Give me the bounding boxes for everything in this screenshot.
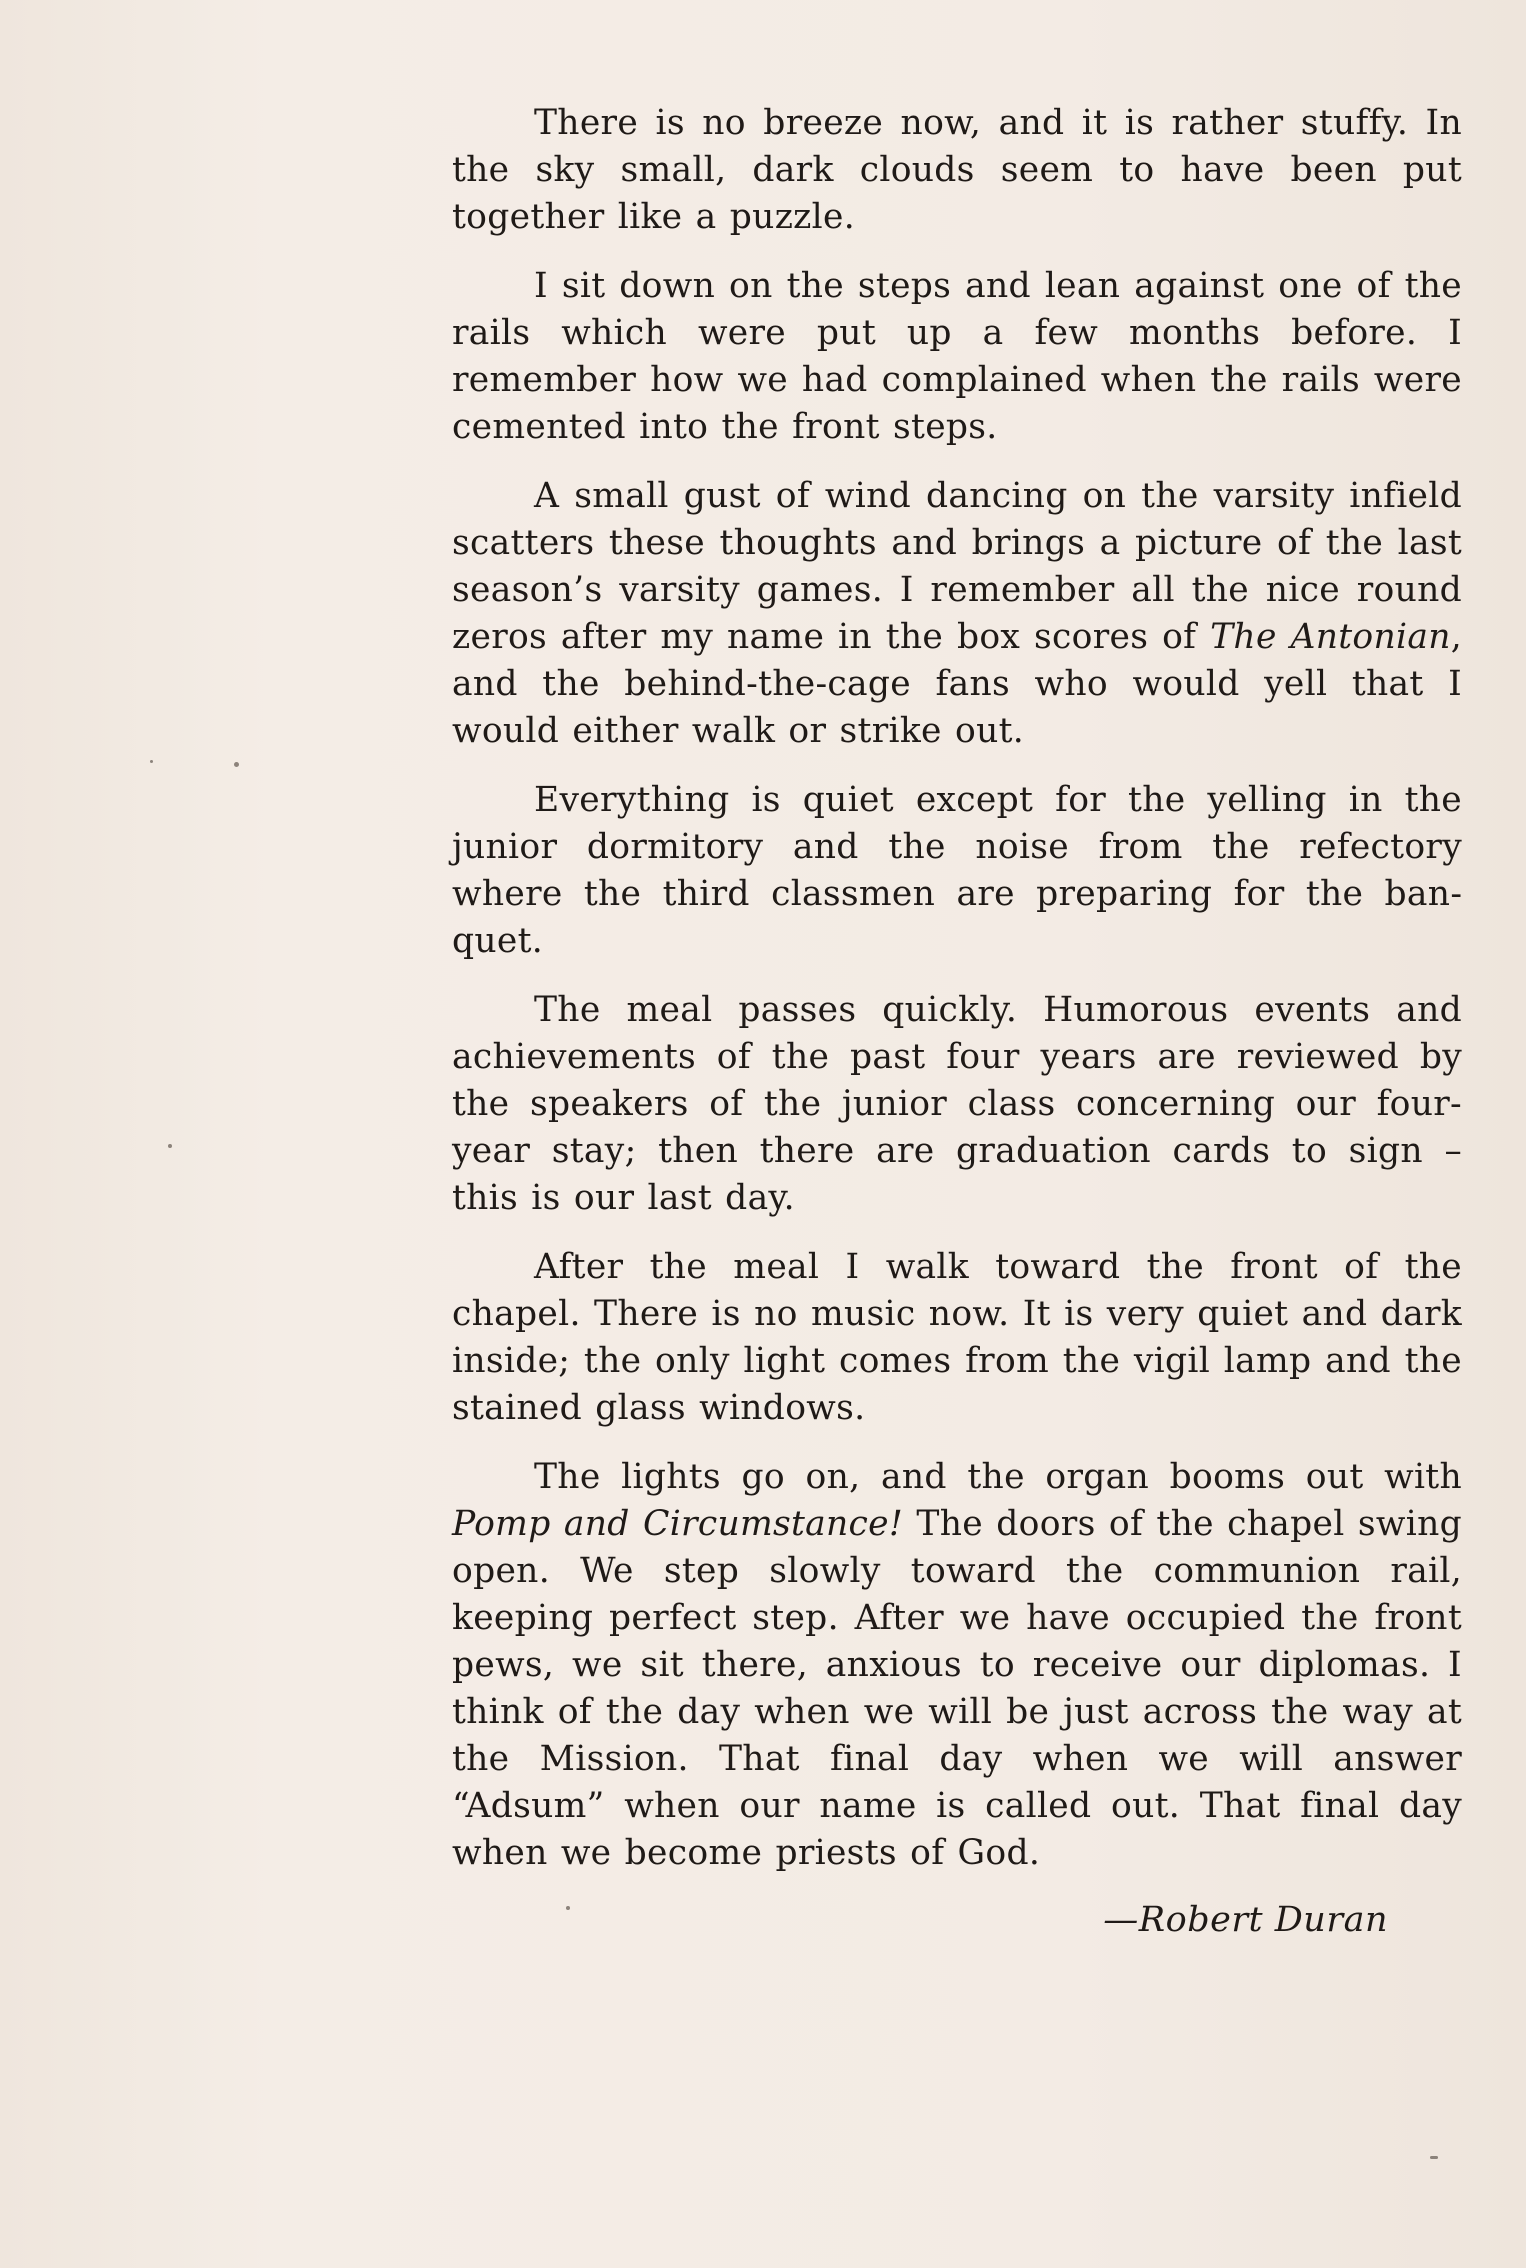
paragraph-4-text: Everything is quiet except for the yelling in the junior dormitory and the noise from the refectory where the third classmen are preparing for the banquet. — [452, 780, 1462, 961]
paragraph-7-text-b: The doors of the chapel swing open. We step slowly toward the communion rail, keeping perfect step. After we have occupied the front pews, we sit there, anxious to receive our diplomas. I think of the day when we will be just across the way at the Mission. That final day when we will answer “Adsum” when our name is called out. That final day when we become priests of God. — [452, 1504, 1462, 1873]
paragraph-5-text: The meal passes quickly. Humorous events and achievements of the past four years are reviewed by the speakers of the junior class concerning our four-year stay; then there are graduation cards to sign – this is our last day. — [452, 990, 1462, 1218]
paragraph-2-text: I sit down on the steps and lean against one of the rails which were put up a few months before. I remember how we had complained when the rails were cemented into the front steps. — [452, 266, 1462, 447]
paper-speck — [566, 1906, 570, 1910]
paper-speck — [150, 760, 153, 763]
paragraph-1 — [452, 100, 1462, 241]
paragraph-3 — [452, 473, 1462, 755]
paragraph-2 — [452, 263, 1462, 451]
paragraph-6-text: After the meal I walk toward the front of the chapel. There is no music now. It is very quiet and dark inside; the only light comes from the vigil lamp and the stained glass windows. — [452, 1247, 1462, 1428]
music-title: Pomp and Circumstance! — [452, 1504, 904, 1544]
paragraph-7-text-a: The lights go on, and the organ booms out with — [534, 1457, 1462, 1497]
author-signature: —Robert Duran — [1103, 1900, 1388, 1940]
paragraph-4 — [452, 777, 1462, 965]
paragraph-6 — [452, 1244, 1462, 1432]
paper-speck — [234, 762, 239, 767]
paper-speck — [168, 1144, 172, 1148]
publication-title: The Antonian — [1210, 617, 1451, 657]
paragraph-5 — [452, 987, 1462, 1222]
paragraph-1-text: There is no breeze now, and it is rather stuffy. In the sky small, dark clouds seem to have been put together like a puzzle. — [452, 103, 1462, 237]
paragraph-3-text-b: , and the behind-the-cage fans who would yell that I would either walk or strike out. — [452, 617, 1463, 751]
essay-body — [452, 100, 1462, 1899]
paragraph-7 — [452, 1454, 1462, 1877]
paragraph-3-text-a: A small gust of wind dancing on the varsity infield scatters these thoughts and brings a picture of the last season’s varsity games. I remember all the nice round zeros after my name in the box scores of — [452, 476, 1462, 657]
paper-speck — [1430, 2156, 1438, 2159]
